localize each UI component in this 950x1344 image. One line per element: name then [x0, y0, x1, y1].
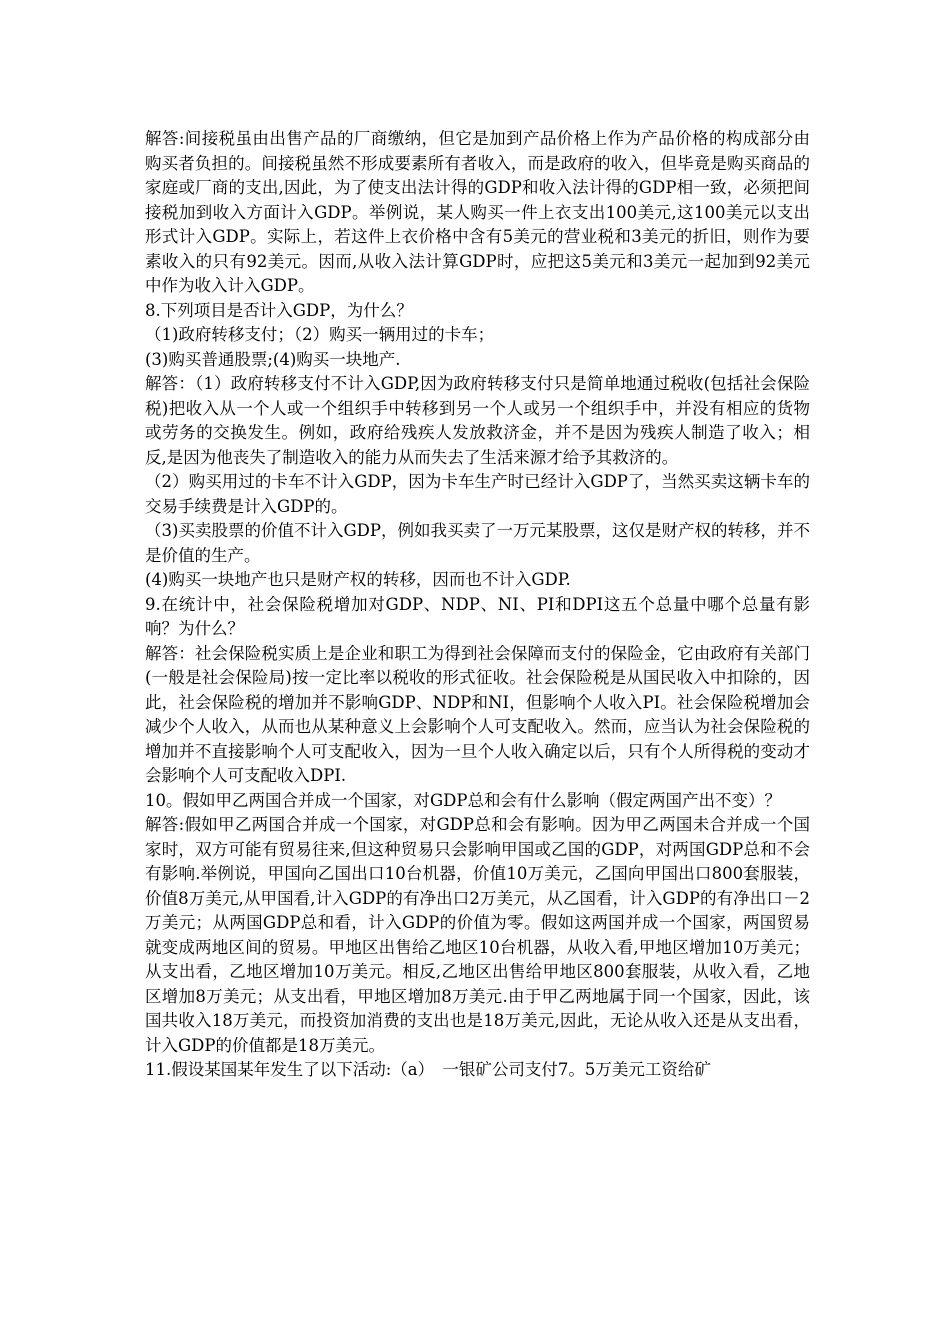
answer-8-part-4: (4)购买一块地产也只是财产权的转移，因而也不计入GDP. — [145, 570, 571, 589]
question-8-heading: 8.下列项目是否计入GDP，为什么？ — [145, 300, 413, 320]
question-8-items-3-4: (3)购买普通股票;(4)购买一块地产. — [145, 349, 401, 369]
question-10-heading: 10。假如甲乙两国合并成一个国家，对GDP总和会有什么影响（假定两国产出不变）？ — [145, 790, 782, 810]
answer-8-part-3: （3)买卖股票的价值不计入GDP，例如我买卖了一万元某股票，这仅是财产权的转移，并不是价值的生产。 — [145, 521, 810, 565]
document-page — [145, 127, 810, 1083]
question-9-heading: 9.在统计中，社会保险税增加对GDP、NDP、NI、PI和DPI这五个总量中哪个总量有影响？为什么？ — [145, 594, 810, 638]
answer-9-paragraph: 解答：社会保险税实质上是企业和职工为得到社会保障而支付的保险金，它由政府有关部门(一般是社会保险局)按一定比率以税收的形式征收。社会保险税是从国民收入中扣除的，因此，社会保险税的增加并不影响GDP、NDP和NI，但影响个人收入PI。社会保险税增加会减少个人收入，从而也从某种意义上会影响个人可支配收入。然而，应当认为社会保险税的增加并不直接影响个人可支配收入，因为一旦个人收入确定以后，只有个人所得税的变动才会影响个人可支配收入DPI. — [145, 643, 810, 785]
question-8-items-1-2: （1)政府转移支付；（2）购买一辆用过的卡车； — [145, 325, 495, 344]
answer-8-part-1: 解答：（1）政府转移支付不计入GDP,因为政府转移支付只是简单地通过税收(包括社会保险税)把收入从一个人或一个组织手中转移到另一个人或另一个组织手中，并没有相应的货物或劳务的交换发生。例如，政府给残疾人发放救济金，并不是因为残疾人制造了收入；相反,是因为他丧失了制造收入的能力从而失去了生活来源才给予其救济的。 — [145, 374, 810, 467]
answer-10-paragraph: 解答:假如甲乙两国合并成一个国家，对GDP总和会有影响。因为甲乙两国未合并成一个国家时，双方可能有贸易往来,但这种贸易只会影响甲国或乙国的GDP，对两国GDP总和不会有影响.举例说，甲国向乙国出口10台机器，价值10万美元，乙国向甲国出口800套服装，价值8万美元,从甲国看,计入GDP的有净出口2万美元，从乙国看，计入GDP的有净出口－2万美元；从两国GDP总和看，计入GDP的价值为零。假如这两国并成一个国家，两国贸易就变成两地区间的贸易。甲地区出售给乙地区10台机器，从收入看,甲地区增加10万美元；从支出看，乙地区增加10万美元。相反,乙地区出售给甲地区800套服装，从收入看，乙地区增加8万美元；从支出看，甲地区增加8万美元.由于甲乙两地属于同一个国家，因此，该国共收入18万美元，而投资加消费的支出也是18万美元,因此，无论从收入还是从支出看，计入GDP的价值都是18万美元。 — [145, 815, 810, 1055]
answer-indirect-tax-paragraph: 解答:间接税虽由出售产品的厂商缴纳，但它是加到产品价格上作为产品价格的构成部分由购买者负担的。间接税虽然不形成要素所有者收入，而是政府的收入，但毕竟是购买商品的家庭或厂商的支出,因此，为了使支出法计得的GDP和收入法计得的GDP相一致，必须把间接税加到收入方面计入GDP。举例说，某人购买一件上衣支出100美元,这100美元以支出形式计入GDP。实际上，若这件上衣价格中含有5美元的营业税和3美元的折旧，则作为要素收入的只有92美元。因而,从收入法计算GDP时，应把这5美元和3美元一起加到92美元中作为收入计入GDP。 — [145, 129, 810, 295]
question-11-heading: 11.假设某国某年发生了以下活动:（a） 一银矿公司支付7。5万美元工资给矿 — [145, 1060, 711, 1079]
answer-8-part-2: （2）购买用过的卡车不计入GDP，因为卡车生产时已经计入GDP了，当然买卖这辆卡车的交易手续费是计入GDP的。 — [145, 472, 810, 516]
